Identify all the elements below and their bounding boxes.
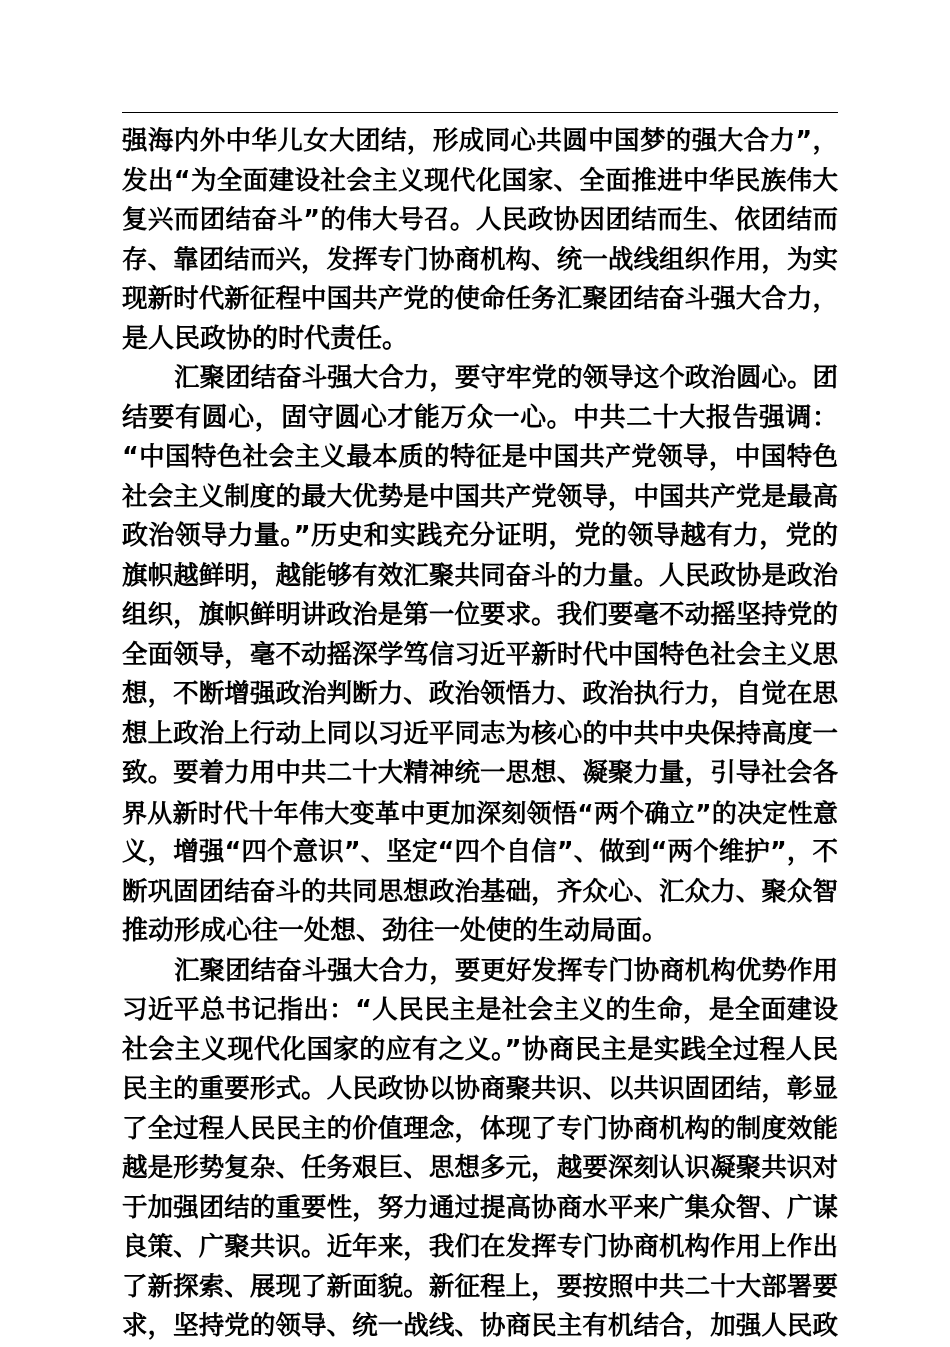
text-line: 民主的重要形式。人民政协以协商聚共识、以共识固团结，彰显	[122, 1074, 838, 1104]
header-rule	[122, 112, 838, 113]
text-line: 全面领导，毫不动摇深学笃信习近平新时代中国特色社会主义思	[122, 639, 838, 670]
text-line: 于加强团结的重要性，努力通过提高协商水平来广集众智、广谋	[122, 1192, 838, 1223]
text-line: 习近平总书记指出：“人民民主是社会主义的生命，是全面建设	[122, 995, 838, 1025]
text-line: “中国特色社会主义最本质的特征是中国共产党领导，中国特色	[122, 442, 838, 472]
text-line: 想上政治上行动上同以习近平同志为核心的中共中央保持高度一	[122, 718, 838, 749]
text-line: 了新探索、展现了新面貌。新征程上，要按照中共二十大部署要	[122, 1271, 838, 1302]
text-line: 断巩固团结奋斗的共同思想政治基础，齐众心、汇众力、聚众智	[122, 876, 838, 907]
text-line: 组织，旗帜鲜明讲政治是第一位要求。我们要毫不动摇坚持党的	[122, 600, 838, 630]
text-line: 发出“为全面建设社会主义现代化国家、全面推进中华民族伟大	[122, 165, 838, 196]
text-line: 了全过程人民民主的价值理念，体现了专门协商机构的制度效能	[122, 1113, 838, 1144]
text-line: 现新时代新征程中国共产党的使命任务汇聚团结奋斗强大合力，	[122, 284, 838, 314]
text-line: 社会主义制度的最大优势是中国共产党领导，中国共产党是最高	[122, 481, 838, 512]
text-line: 越是形势复杂、任务艰巨、思想多元，越要深刻认识凝聚共识对	[122, 1153, 838, 1183]
paragraph-2	[122, 359, 838, 952]
text-line: 是人民政协的时代责任。	[122, 323, 409, 354]
text-line: 存、靠团结而兴，发挥专门协商机构、统一战线组织作用，为实	[122, 244, 838, 275]
paragraph-1	[122, 122, 838, 359]
paragraph-3	[122, 952, 838, 1347]
text-line: 旗帜越鲜明，越能够有效汇聚共同奋斗的力量。人民政协是政治	[122, 560, 838, 591]
text-line: 致。要着力用中共二十大精神统一思想、凝聚力量，引导社会各	[122, 758, 838, 788]
text-line: 良策、广聚共识。近年来，我们在发挥专门协商机构作用上作出	[122, 1232, 838, 1262]
text-line: 强海内外中华儿女大团结，形成同心共圆中国梦的强大合力”，	[122, 126, 838, 156]
text-line: 想，不断增强政治判断力、政治领悟力、政治执行力，自觉在思	[122, 679, 838, 709]
body-text	[122, 122, 838, 1347]
text-line: 结要有圆心，固守圆心才能万众一心。中共二十大报告强调：	[122, 402, 838, 433]
text-line: 复兴而团结奋斗”的伟大号召。人民政协因团结而生、依团结而	[122, 205, 838, 235]
text-line: 推动形成心往一处想、劲往一处使的生动局面。	[122, 916, 669, 946]
text-line: 政治领导力量。”历史和实践充分证明，党的领导越有力，党的	[122, 521, 838, 551]
text-line: 求，坚持党的领导、统一战线、协商民主有机结合，加强人民政	[122, 1311, 838, 1341]
text-line: 义，增强“四个意识”、坚定“四个自信”、做到“两个维护”，不	[122, 837, 838, 867]
text-line: 汇聚团结奋斗强大合力，要守牢党的领导这个政治圆心。团	[174, 363, 838, 393]
text-line: 汇聚团结奋斗强大合力，要更好发挥专门协商机构优势作用	[174, 955, 838, 986]
text-line: 社会主义现代化国家的应有之义。”协商民主是实践全过程人民	[122, 1034, 838, 1065]
text-line: 界从新时代十年伟大变革中更加深刻领悟“两个确立”的决定性意	[122, 798, 838, 828]
